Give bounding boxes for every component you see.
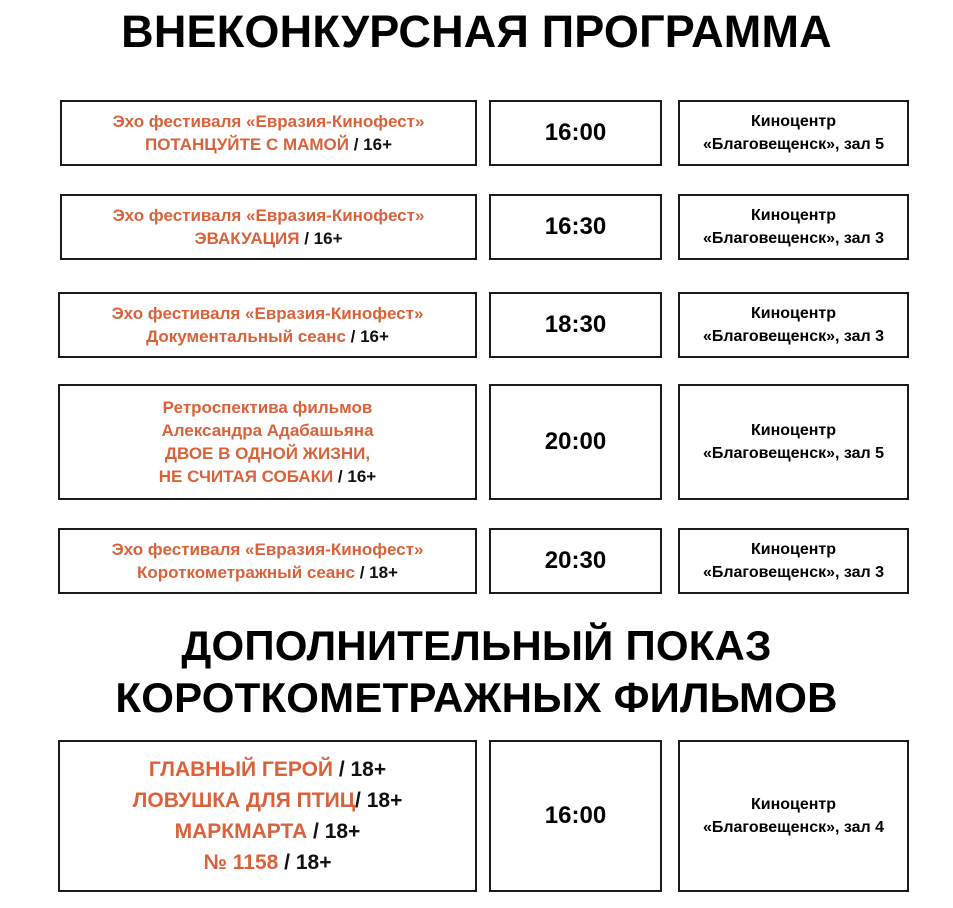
session-2-program: Эхо фестиваля «Евразия-Кинофест»: [112, 206, 425, 225]
session-5-film-cell: [58, 528, 477, 594]
session-5-venue-cell: [678, 528, 909, 594]
session-3-venue-hall: «Благовещенск», зал 3: [702, 328, 885, 345]
session-5-title: Короткометражный сеанс: [137, 563, 355, 582]
shorts-film-1-rating: / 18+: [333, 758, 387, 781]
section-title-additional: [0, 620, 953, 724]
session-1-title: ПОТАНЦУЙТЕ С МАМОЙ: [144, 135, 349, 154]
session-3-venue-cell: [678, 292, 909, 358]
session-3-venue-name: Киноцентр: [750, 305, 837, 322]
session-5-venue-hall: «Благовещенск», зал 3: [702, 564, 885, 581]
section-title-line2: КОРОТКОМЕТРАЖНЫХ ФИЛЬМОВ: [115, 674, 838, 721]
session-2-time-cell: [489, 194, 662, 260]
session-1-venue-hall: «Благовещенск», зал 5: [702, 136, 885, 153]
session-4-director: Александра Адабашьяна: [161, 421, 374, 440]
session-5-venue-name: Киноцентр: [750, 541, 837, 558]
shorts-film-cell: [58, 740, 477, 892]
session-2-venue-name: Киноцентр: [750, 207, 837, 224]
shorts-film-4-rating: / 18+: [278, 851, 332, 874]
session-2-rating: / 16+: [299, 229, 343, 248]
shorts-film-2-rating: / 18+: [355, 789, 403, 812]
session-3-title: Документальный сеанс: [146, 327, 346, 346]
shorts-venue-hall: «Благовещенск», зал 4: [702, 819, 885, 836]
session-3-time-cell: [489, 292, 662, 358]
session-2-time: 16:30: [544, 213, 607, 240]
session-3-program: Эхо фестиваля «Евразия-Кинофест»: [111, 304, 424, 323]
session-5-program: Эхо фестиваля «Евразия-Кинофест»: [111, 540, 424, 559]
shorts-film-2-title: ЛОВУШКА ДЛЯ ПТИЦ: [132, 789, 356, 812]
shorts-time-cell: [489, 740, 662, 892]
shorts-film-3-title: МАРКМАРТА: [174, 820, 308, 843]
session-1-venue-cell: [678, 100, 909, 166]
session-4-venue-cell: [678, 384, 909, 500]
session-4-rating: / 16+: [333, 467, 377, 486]
session-2-venue-hall: «Благовещенск», зал 3: [702, 230, 885, 247]
session-5-time: 20:30: [544, 547, 607, 574]
session-4-time-cell: [489, 384, 662, 500]
session-1-program: Эхо фестиваля «Евразия-Кинофест»: [112, 112, 425, 131]
section-title-line1: ДОПОЛНИТЕЛЬНЫЙ ПОКАЗ: [181, 622, 772, 669]
session-1-time-cell: [489, 100, 662, 166]
session-4-title-line2: НЕ СЧИТАЯ СОБАКИ: [158, 467, 334, 486]
session-1-rating: / 16+: [349, 135, 393, 154]
shorts-film-3-rating: / 18+: [307, 820, 361, 843]
session-4-title-line1: ДВОЕ В ОДНОЙ ЖИЗНИ,: [164, 444, 371, 463]
session-4-venue-name: Киноцентр: [750, 422, 837, 439]
shorts-time: 16:00: [544, 802, 607, 829]
shorts-film-4-title: № 1158: [203, 851, 279, 874]
session-5-time-cell: [489, 528, 662, 594]
session-4-film-cell: [58, 384, 477, 500]
session-3-film-cell: [58, 292, 477, 358]
session-3-time: 18:30: [544, 311, 607, 338]
shorts-film-1-title: ГЛАВНЫЙ ГЕРОЙ: [148, 758, 333, 781]
session-3-rating: / 16+: [345, 327, 389, 346]
session-1-venue-name: Киноцентр: [750, 113, 837, 130]
session-4-venue-hall: «Благовещенск», зал 5: [702, 445, 885, 462]
session-1-time: 16:00: [544, 119, 607, 146]
session-2-title: ЭВАКУАЦИЯ: [194, 229, 300, 248]
session-4-program: Ретроспектива фильмов: [162, 398, 373, 417]
session-1-film-cell: [60, 100, 477, 166]
shorts-venue-cell: [678, 740, 909, 892]
page-title: ВНЕКОНКУРСНАЯ ПРОГРАММА: [121, 6, 832, 57]
session-2-venue-cell: [678, 194, 909, 260]
session-4-time: 20:00: [544, 428, 607, 455]
shorts-venue-name: Киноцентр: [750, 796, 837, 813]
session-5-rating: / 18+: [354, 563, 398, 582]
session-2-film-cell: [60, 194, 477, 260]
